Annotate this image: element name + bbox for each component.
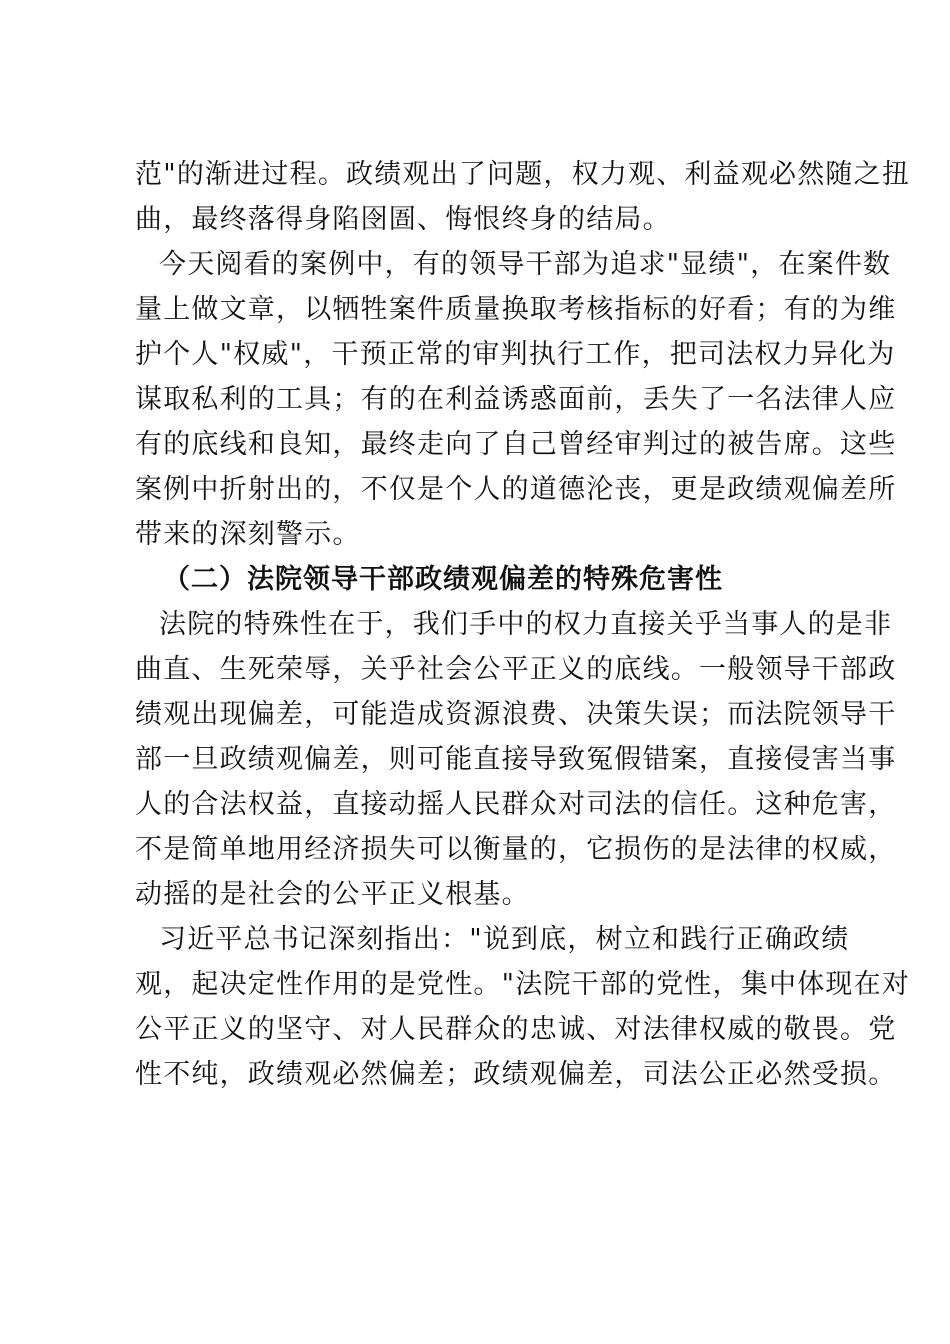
text-line: 量上做文章，以牺牲案件质量换取考核指标的好看；有的为维 bbox=[135, 294, 897, 325]
paragraph-party-spirit bbox=[135, 917, 911, 1097]
text-line: 今天阅看的案例中，有的领导干部为追求"显绩"，在案件数 bbox=[159, 249, 892, 280]
text-line: 带来的深刻警示。 bbox=[135, 519, 361, 550]
text-line: 法院的特殊性在于，我们手中的权力直接关乎当事人的是非 bbox=[159, 609, 893, 640]
text-line: 习近平总书记深刻指出："说到底，树立和践行正确政绩 bbox=[159, 924, 850, 955]
text-line: 观，起决定性作用的是党性。"法院干部的党性，集中体现在对 bbox=[135, 969, 911, 1000]
document-body bbox=[135, 152, 911, 1097]
section-heading bbox=[135, 557, 825, 602]
text-line: 动摇的是社会的公平正义根基。 bbox=[135, 879, 530, 910]
text-line: 部一旦政绩观偏差，则可能直接导致冤假错案，直接侵害当事 bbox=[135, 744, 897, 775]
text-line: 曲直、生死荣辱，关乎社会公平正义的底线。一般领导干部政 bbox=[135, 654, 897, 685]
paragraph-case-review bbox=[135, 242, 897, 557]
paragraph-court-particularity bbox=[135, 602, 897, 917]
text-line: 曲，最终落得身陷囹圄、悔恨终身的结局。 bbox=[135, 204, 671, 235]
heading-text: （二）法院领导干部政绩观偏差的特殊危害性 bbox=[163, 564, 723, 595]
text-line: 有的底线和良知，最终走向了自己曾经审判过的被告席。这些 bbox=[135, 429, 897, 460]
text-line: 绩观出现偏差，可能造成资源浪费、决策失误；而法院领导干 bbox=[135, 699, 897, 730]
text-line: 公平正义的坚守、对人民群众的忠诚、对法律权威的敬畏。党 bbox=[135, 1014, 897, 1045]
text-line: 人的合法权益，直接动摇人民群众对司法的信任。这种危害， bbox=[135, 789, 897, 820]
paragraph-continuation bbox=[135, 152, 911, 242]
text-line: 不是简单地用经济损失可以衡量的，它损伤的是法律的权威， bbox=[135, 834, 897, 865]
text-line: 性不纯，政绩观必然偏差；政绩观偏差，司法公正必然受损。 bbox=[135, 1059, 897, 1090]
text-line: 护个人"权威"，干预正常的审判执行工作，把司法权力异化为 bbox=[135, 339, 896, 370]
text-line: 谋取私利的工具；有的在利益诱惑面前，丢失了一名法律人应 bbox=[135, 384, 897, 415]
text-line: 范"的渐进过程。政绩观出了问题，权力观、利益观必然随之扭 bbox=[135, 159, 911, 190]
text-line: 案例中折射出的，不仅是个人的道德沦丧，更是政绩观偏差所 bbox=[135, 474, 897, 505]
